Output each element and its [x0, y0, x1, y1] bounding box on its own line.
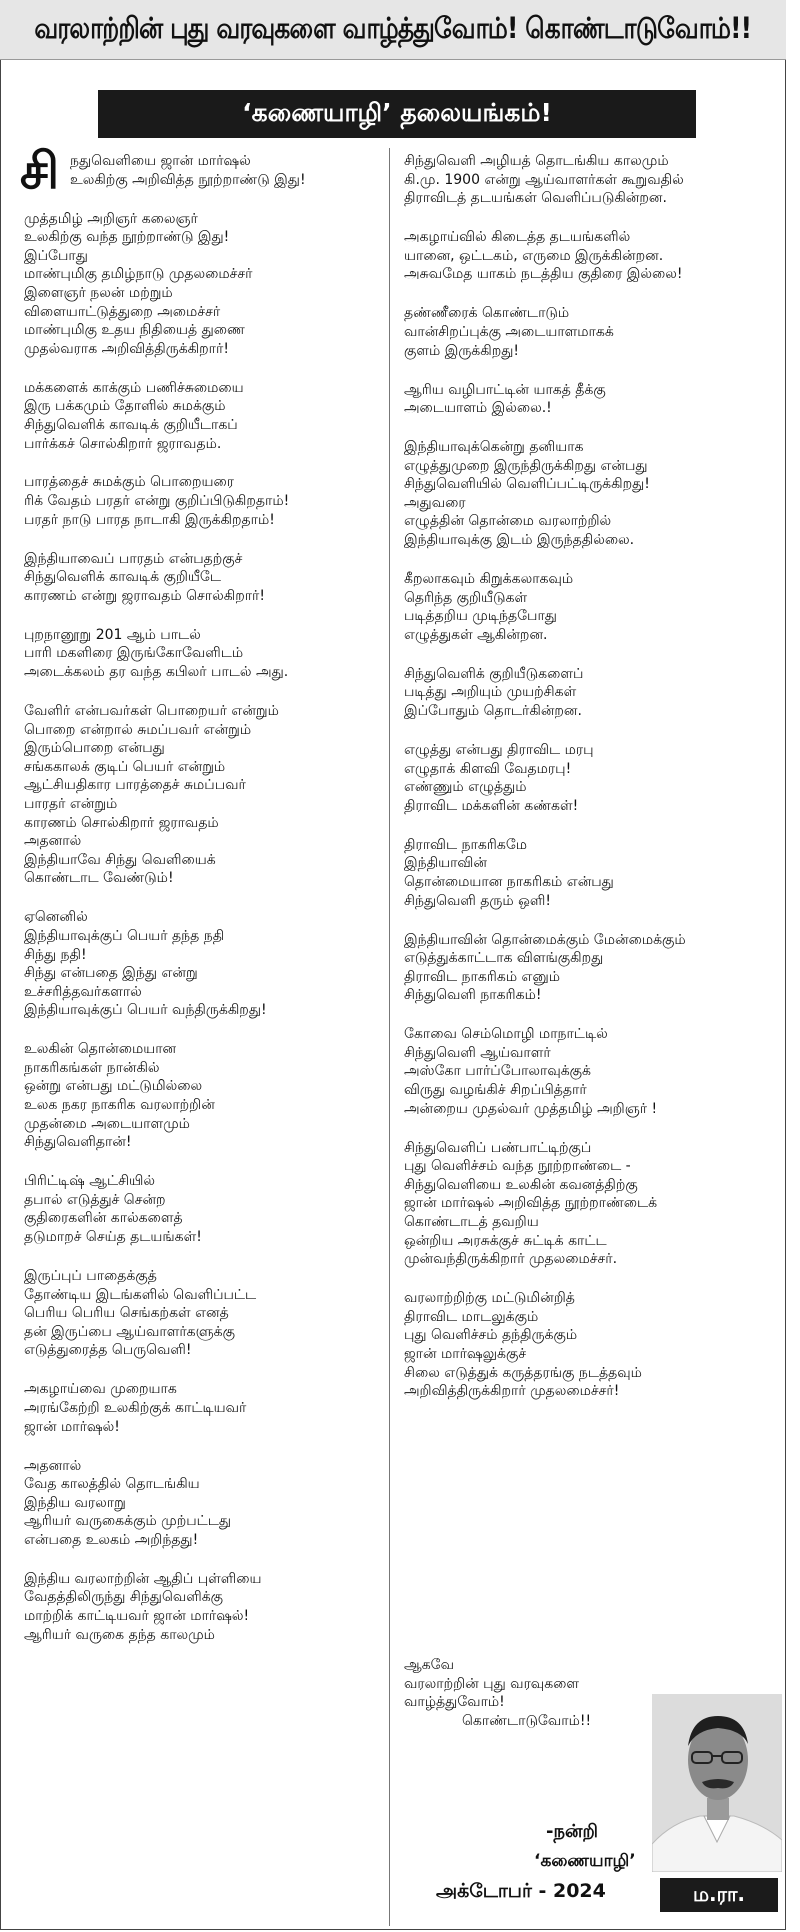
text-line: இந்தியாவுக்குப் பெயர் தந்த நதி [24, 927, 225, 944]
text-line: சிந்துவெளியை உலகின் கவனத்திற்கு [404, 1176, 638, 1193]
stanza [404, 1289, 764, 1401]
text-line: அதனால் [24, 833, 82, 850]
text-line: அடைக்கலம் தர வந்த கபிலர் பாடல் அது. [24, 664, 289, 681]
stanza [24, 702, 384, 888]
closing-line: கொண்டாடுவோம்!! [462, 1712, 592, 1729]
text-line: இருப்புப் பாதைக்குத் [24, 1268, 157, 1284]
text-line: வேதத்திலிருந்து சிந்துவெளிக்கு [24, 1589, 224, 1606]
text-line: இளைஞர் நலன் மற்றும் [24, 284, 173, 301]
stanza [24, 379, 384, 453]
text-line: தெரிந்த குறியீடுகள் [404, 589, 528, 606]
text-line: அடையாளம் இல்லை.! [404, 400, 552, 417]
stanza [24, 550, 384, 606]
text-line: புது வெளிச்சம் தந்திருக்கும் [404, 1327, 578, 1344]
text-line: இந்திய வரலாற்றின் ஆதிப் புள்ளியை [24, 1570, 262, 1587]
text-line: இந்தியாவின் தொன்மைக்கும் மேன்மைக்கும் [404, 931, 686, 948]
text-line: கொண்டாட வேண்டும்! [24, 870, 174, 887]
text-line: முத்தமிழ் அறிஞர் கலைஞர் [24, 210, 198, 227]
text-line: புது வெளிச்சம் வந்த நூற்றாண்டை - [404, 1158, 631, 1175]
stanza [404, 1139, 764, 1269]
text-line: தண்ணீரைக் கொண்டாடும் [404, 305, 570, 322]
stanza [24, 473, 384, 529]
text-line: சிந்து நதி! [24, 946, 87, 963]
stanza [24, 1570, 384, 1644]
text-line: கொண்டாடத் தவறிய [404, 1214, 539, 1231]
text-line: குளம் இருக்கிறது! [404, 342, 520, 359]
closing-line: ஆகவே [404, 1657, 454, 1673]
headline-bar [0, 0, 786, 60]
stanza [404, 381, 764, 418]
text-line: சிந்துவெளிக் குறியீடுகளைப் [404, 665, 584, 682]
closing-stanza [404, 1656, 644, 1730]
text-line: உலகிற்கு அறிவித்த நூற்றாண்டு இது! [70, 171, 306, 188]
text-line: கோவை செம்மொழி மாநாட்டில் [404, 1026, 608, 1043]
text-line: ஆரியர் வருகை தந்த காலமும் [24, 1626, 215, 1643]
text-line: தபால் எடுத்துச் சென்ற [24, 1191, 166, 1208]
stanza [404, 152, 764, 208]
text-line: வேத காலத்தில் தொடங்கிய [24, 1476, 200, 1493]
text-line: வேளிர் என்பவர்கள் பொறையர் என்றும் [24, 703, 279, 719]
text-line: தடுமாறச் செய்த தடயங்கள்! [24, 1229, 202, 1246]
text-line: எடுத்துக்காட்டாக விளங்குகிறது [404, 950, 604, 967]
signature-date: அக்டோபர் - 2024 [436, 1880, 606, 1902]
column-divider [389, 148, 390, 1926]
text-line: பிரிட்டிஷ் ஆட்சியில் [24, 1173, 156, 1190]
text-line: இந்தியாவுக்குப் பெயர் வந்திருக்கிறது! [24, 1002, 267, 1019]
text-line: நதுவெளியை ஜான் மார்ஷல் [70, 153, 251, 169]
text-line: இந்தியாவைப் பாரதம் என்பதற்குச் [24, 550, 243, 567]
text-line: படித்தறிய முடிந்தபோது [404, 608, 557, 625]
text-line: இந்தியாவுக்கு இடம் இருந்ததில்லை. [404, 532, 635, 549]
text-line: இந்தியாவே சிந்து வெளியைக் [24, 851, 216, 868]
author-portrait-icon [652, 1694, 782, 1872]
stanza [404, 931, 764, 1005]
text-line: என்பதை உலகம் அறிந்தது! [24, 1531, 199, 1548]
text-line: இப்போது [24, 247, 88, 264]
text-line: திராவிட நாகரிகமே [404, 836, 528, 853]
text-line: ரிக் வேதம் பரதர் என்று குறிப்பிடுகிறதாம்! [24, 493, 290, 510]
stanza [24, 1380, 384, 1436]
text-line: கீறலாகவும் கிறுக்கலாகவும் [404, 571, 574, 588]
stanza [404, 228, 764, 284]
signature-thanks: -நன்றி [546, 1821, 598, 1842]
text-line: உலக நகர நாகரிக வரலாற்றின் [24, 1097, 215, 1114]
text-line: பொறை என்றால் சுமப்பவர் என்றும் [24, 721, 252, 738]
text-line: வரலாற்றிற்கு மட்டுமின்றித் [404, 1290, 575, 1307]
text-line: பாரத்தைச் சுமக்கும் பொறையரை [24, 474, 234, 491]
text-line: முன்வந்திருக்கிறார் முதலமைச்சர். [404, 1251, 618, 1268]
text-line: சிந்துவெளிதான்! [24, 1134, 132, 1151]
left-column [20, 142, 384, 1665]
text-line: தோண்டிய இடங்களில் வெளிப்பட்ட [24, 1286, 257, 1303]
text-line: ஜான் மார்ஷலுக்குச் [404, 1345, 527, 1362]
text-line: திராவிட மாடலுக்கும் [404, 1308, 539, 1325]
text-line: விளையாட்டுத்துறை அமைச்சர் [24, 303, 221, 320]
text-line: முதன்மை அடையாளமும் [24, 1115, 190, 1132]
text-line: அரங்கேற்றி உலகிற்குக் காட்டியவர் [24, 1399, 247, 1416]
text-line: இரும்பொறை என்பது [24, 740, 165, 757]
text-line: எழுதாக் கிளவி வேதமரபு! [404, 760, 572, 777]
text-line: மாண்புமிகு தமிழ்நாடு முதலமைச்சர் [24, 266, 253, 283]
text-line: சிந்துவெளிப் பண்பாட்டிற்குப் [404, 1139, 592, 1156]
text-line: திராவிட மக்களின் கண்கள்! [404, 797, 579, 814]
initials: ம.ரா. [692, 1881, 746, 1906]
text-line: ஒன்று என்பது மட்டுமில்லை [24, 1078, 203, 1095]
closing-line: வாழ்த்துவோம்! [404, 1694, 505, 1711]
initials-stamp [660, 1878, 778, 1912]
text-line: எழுத்துமுறை இருந்திருக்கிறது என்பது [404, 457, 648, 474]
stanza [24, 1267, 384, 1360]
stanza [24, 1457, 384, 1550]
stanza [404, 304, 764, 360]
text-line: சிந்துவெளி ஆய்வாளர் [404, 1044, 551, 1061]
text-line: சிந்துவெளி தரும் ஒளி! [404, 892, 551, 909]
text-line: ஆட்சியதிகார பாரத்தைச் சுமப்பவர் [24, 777, 246, 794]
text-line: அன்றைய முதல்வர் முத்தமிழ் அறிஞர் ! [404, 1100, 658, 1117]
text-line: நாகரிகங்கள் நான்கில் [24, 1059, 160, 1076]
text-line: எழுத்து என்பது திராவிட மரபு [404, 741, 594, 758]
text-line: காரணம் சொல்கிறார் ஜராவதம் [24, 814, 219, 831]
stanza [24, 626, 384, 682]
text-line: இரு பக்கமும் தோளில் சுமக்கும் [24, 398, 226, 415]
column-title-banner [98, 90, 696, 138]
stanza [404, 741, 764, 815]
text-line: இந்தியாவுக்கென்று தனியாக [404, 439, 584, 456]
stanza [24, 908, 384, 1020]
author-photo [652, 1694, 782, 1872]
text-line: அகழாய்வில் கிடைத்த தடயங்களில் [404, 229, 631, 246]
text-line: முதல்வராக அறிவித்திருக்கிறார்! [24, 340, 229, 357]
text-line: ஆரியர் வருகைக்கும் முற்பட்டது [24, 1513, 232, 1530]
text-line: பரதர் நாடு பாரத நாடாகி இருக்கிறதாம்! [24, 511, 275, 528]
text-line: விருது வழங்கிச் சிறப்பித்தார் [404, 1082, 587, 1099]
text-line: இந்திய வரலாறு [24, 1494, 126, 1511]
text-line: காரணம் என்று ஜராவதம் சொல்கிறார்! [24, 587, 265, 604]
text-line: மக்களைக் காக்கும் பணிச்சுமையை [24, 379, 244, 396]
text-line: ஆரிய வழிபாட்டின் யாகத் தீக்கு [404, 381, 606, 398]
stanza [404, 665, 764, 721]
stanza [20, 142, 384, 200]
text-line: பெரிய பெரிய செங்கற்கள் எனத் [24, 1305, 229, 1322]
text-line: மாண்புமிகு உதய நிதியைத் துணை [24, 322, 245, 339]
stanza [24, 1172, 384, 1246]
text-line: கி.மு. 1900 என்று ஆய்வாளர்கள் கூறுவதில் [404, 171, 684, 188]
text-line: ஜான் மார்ஷல் அறிவித்த நூற்றாண்டைக் [404, 1195, 658, 1212]
text-line: அகழாய்வை முறையாக [24, 1381, 177, 1398]
text-line: சிந்துவெளியில் வெளிப்பட்டிருக்கிறது! [404, 476, 650, 493]
stanza [404, 836, 764, 910]
text-line: அதனால் [24, 1457, 82, 1474]
text-line: திராவிடத் தடயங்கள் வெளிப்படுகின்றன. [404, 190, 667, 207]
signature-paper: ‘கணையாழி’ [534, 1851, 636, 1871]
text-line: எழுத்தின் தொன்மை வரலாற்றில் [404, 513, 612, 530]
text-line: புறநானூறு 201 ஆம் பாடல் [24, 626, 201, 643]
text-line: சங்ககாலக் குடிப் பெயர் என்றும் [24, 758, 226, 775]
text-line: ஜான் மார்ஷல்! [24, 1418, 120, 1435]
text-line: உலகின் தொன்மையான [24, 1041, 177, 1058]
stanza [404, 438, 764, 550]
text-line: சிந்துவெளி நாகரிகம்! [404, 987, 542, 1004]
stanza [404, 570, 764, 644]
stanza [404, 1025, 764, 1118]
text-line: பாரதர் என்றும் [24, 795, 118, 812]
text-line: ஒன்றிய அரசுக்குச் சுட்டிக் காட்ட [404, 1232, 607, 1249]
text-line: உலகிற்கு வந்த நூற்றாண்டு இது! [24, 229, 230, 246]
headline: வரலாற்றின் புது வரவுகளை வாழ்த்துவோம்! கொண்டாடுவோம்!! [34, 10, 752, 45]
text-line: எழுத்துகள் ஆகின்றன. [404, 626, 548, 643]
text-line: அசுவமேத யாகம் நடத்திய குதிரை இல்லை! [404, 266, 683, 283]
text-line: சிந்துவெளி அழியத் தொடங்கிய காலமும் [404, 153, 669, 169]
text-line: தன் இருப்பை ஆய்வாளர்களுக்கு [24, 1323, 235, 1340]
text-line: இப்போதும் தொடர்கின்றன. [404, 703, 582, 719]
text-line: பார்க்கச் சொல்கிறார் ஜராவதம். [24, 435, 222, 452]
text-line: சிலை எடுத்துக் கருத்தரங்கு நடத்தவும் [404, 1364, 642, 1381]
text-line: பாரி மகளிரை இருங்கோவேளிடம் [24, 645, 244, 662]
text-line: சிந்துவெளிக் காவடிக் குறியீடே [24, 569, 221, 586]
text-line: வான்சிறப்புக்கு அடையாளமாகக் [404, 323, 614, 340]
text-line: இந்தியாவின் [404, 855, 487, 872]
column-title: ‘கணையாழி’ தலையங்கம்! [242, 97, 552, 127]
text-line: திராவிட நாகரிகம் எனும் [404, 968, 560, 985]
text-line: சிந்துவெளிக் காவடிக் குறியீடாகப் [24, 416, 238, 433]
text-line: மாற்றிக் காட்டியவர் ஜான் மார்ஷல்! [24, 1608, 250, 1625]
text-line: யானை, ஒட்டகம், எருமை இருக்கின்றன. [404, 247, 664, 264]
closing-line: வரலாற்றின் புது வரவுகளை [404, 1675, 580, 1692]
text-line: தொன்மையான நாகரிகம் என்பது [404, 873, 614, 890]
text-line: சிந்து என்பதை இந்து என்று [24, 965, 198, 982]
stanza [24, 210, 384, 359]
stanza [24, 1040, 384, 1152]
text-line: ஏனெனில் [24, 909, 88, 926]
drop-cap: சி [20, 142, 60, 200]
text-line: படித்து அறியும் முயற்சிகள் [404, 684, 577, 701]
text-line: அறிவித்திருக்கிறார் முதலமைச்சர்! [404, 1383, 620, 1400]
text-line: எடுத்துரைத்த பெருவெளி! [24, 1342, 192, 1359]
text-line: உச்சரித்தவர்களால் [24, 983, 142, 1000]
text-line: அதுவரை [404, 494, 466, 511]
text-line: அஸ்கோ பார்ப்போலாவுக்குக் [404, 1063, 591, 1080]
text-line: எண்ணும் எழுத்தும் [404, 779, 527, 796]
right-column [404, 152, 764, 1421]
text-line: குதிரைகளின் கால்களைத் [24, 1210, 183, 1227]
